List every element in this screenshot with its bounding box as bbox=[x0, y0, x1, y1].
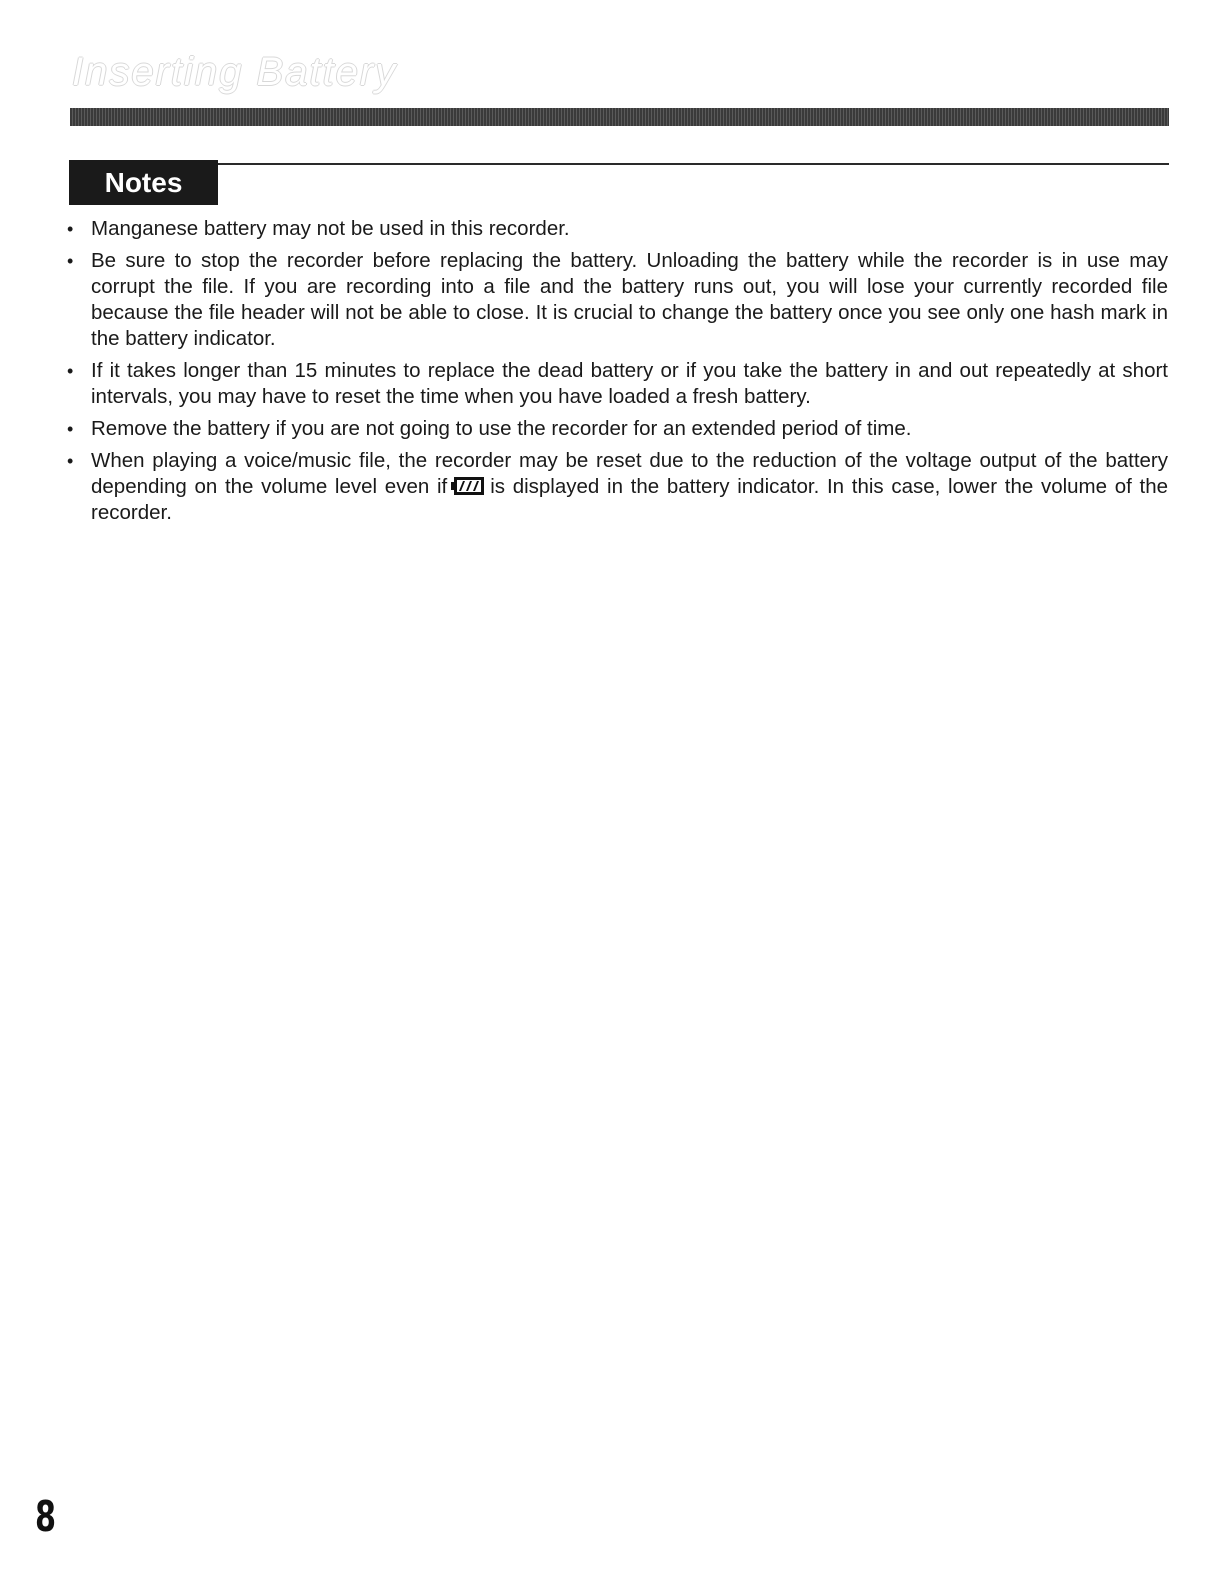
note-item: • Manganese battery may not be used in this recorder. bbox=[64, 216, 1168, 242]
notes-divider-line bbox=[218, 163, 1169, 165]
section-title: Inserting Battery bbox=[72, 50, 398, 94]
page-number: 8 bbox=[35, 1492, 57, 1541]
battery-full-icon bbox=[451, 476, 485, 496]
note-text-before-icon: When playing a voice/music file, the recorder may be reset due to the reduction of the voltage output of the battery depending on the volume level even if bbox=[91, 449, 1168, 498]
note-text-after-icon: is displayed in the battery indicator. In this case, lower the volume of the recorder. bbox=[91, 475, 1169, 524]
note-item bbox=[64, 448, 1168, 526]
note-item: • If it takes longer than 15 minutes to replace the dead battery or if you take the battery in and out repeatedly at short intervals, you may have to reset the time when you have loaded a fresh battery. bbox=[64, 358, 1168, 410]
notes-list bbox=[64, 216, 1168, 532]
note-item: • Remove the battery if you are not going to use the recorder for an extended period of time. bbox=[64, 416, 1168, 442]
note-item: • Be sure to stop the recorder before replacing the battery. Unloading the battery while the recorder is in use may corrupt the file. If you are recording into a file and the battery runs out, you will lose your currently recorded file because the file header will not be able to close. It is crucial to change the battery once you see only one hash mark in the battery indicator. bbox=[64, 248, 1168, 352]
notes-badge: Notes bbox=[69, 160, 218, 205]
title-divider-bar bbox=[70, 108, 1169, 126]
